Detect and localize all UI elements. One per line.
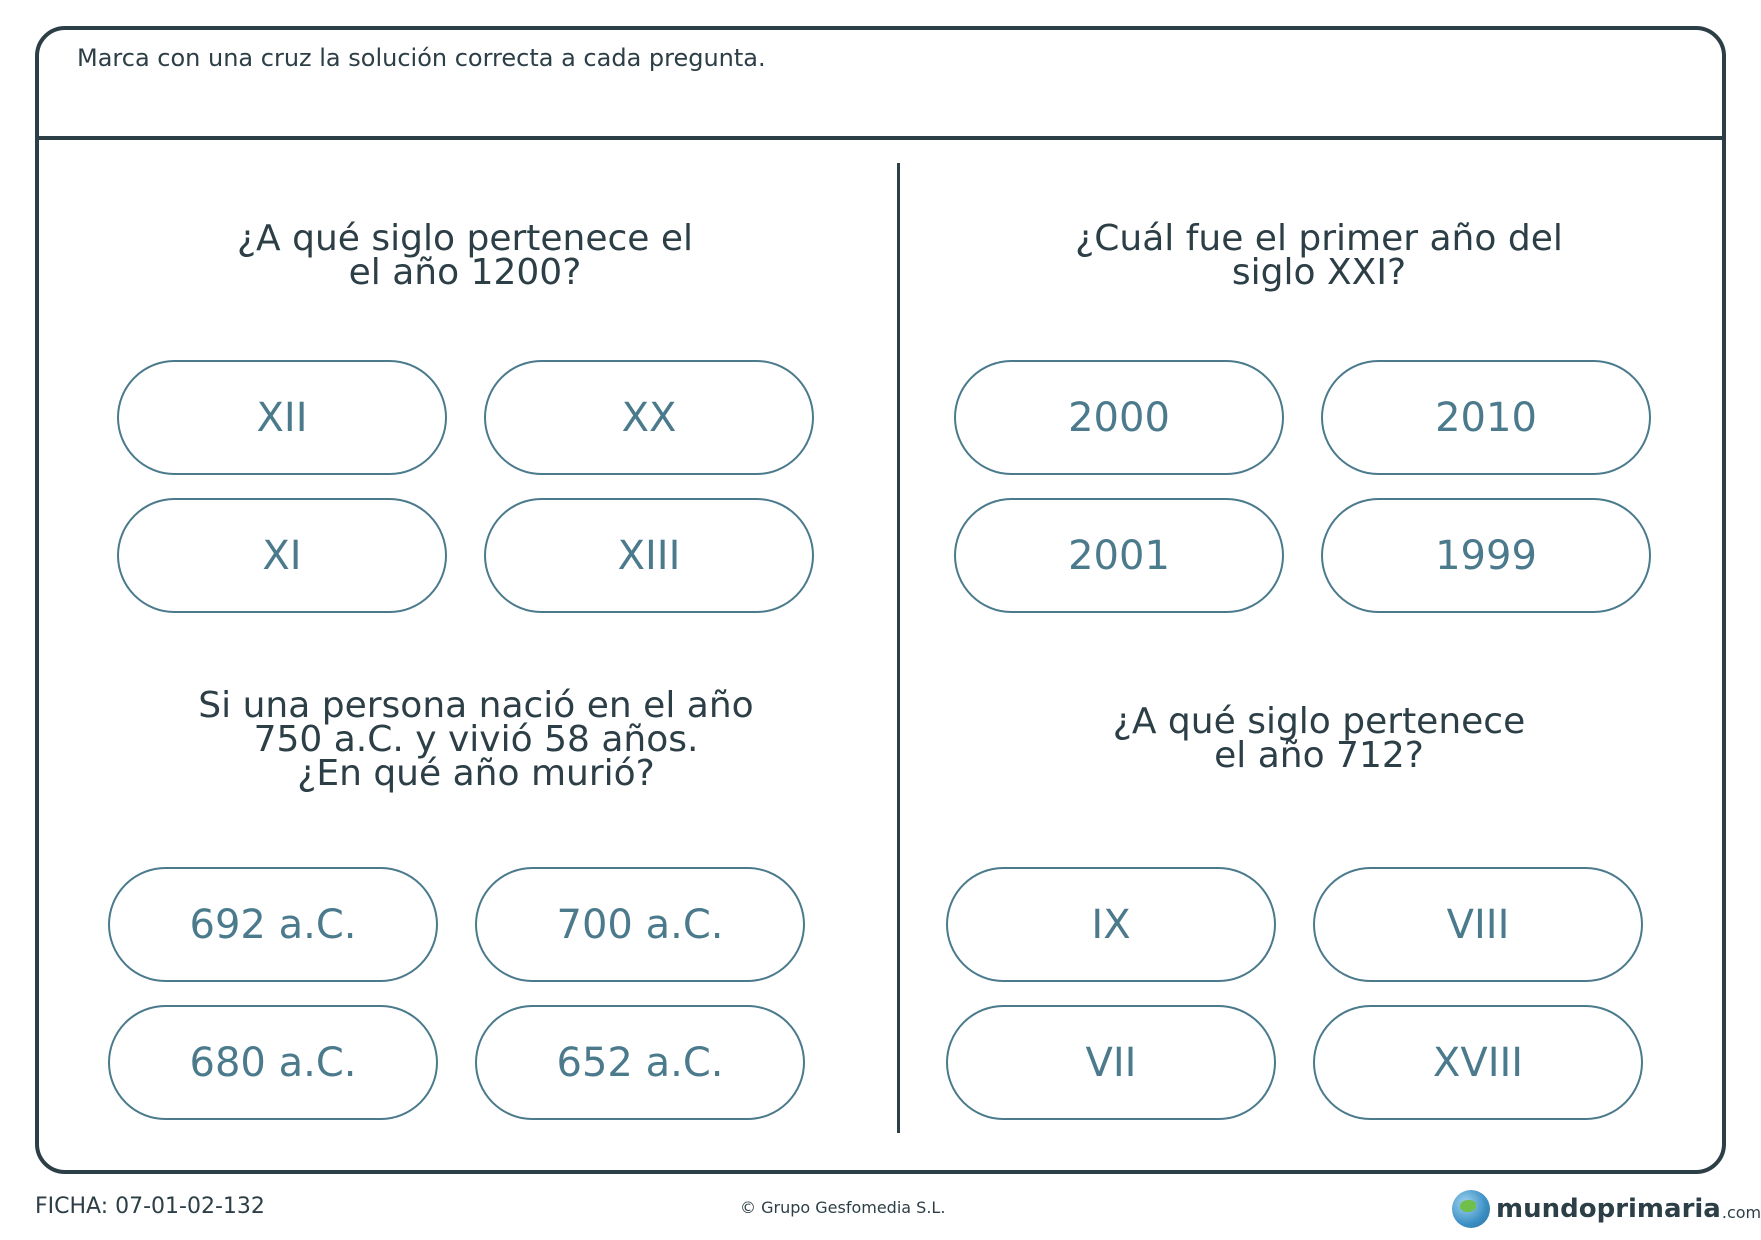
question-2-option-3[interactable]: 2001 bbox=[954, 498, 1284, 613]
question-3 bbox=[156, 685, 796, 794]
column-divider bbox=[897, 163, 900, 1133]
question-4-option-2[interactable]: VIII bbox=[1313, 867, 1643, 982]
question-1 bbox=[145, 218, 785, 293]
question-3-line-3: ¿En qué año murió? bbox=[297, 753, 655, 794]
copyright-text: © Grupo Gesfomedia S.L. bbox=[740, 1198, 946, 1217]
mundoprimaria-logo[interactable] bbox=[1452, 1190, 1761, 1228]
worksheet-code: FICHA: 07-01-02-132 bbox=[35, 1194, 265, 1219]
question-2-line-2: siglo XXI? bbox=[1231, 252, 1407, 293]
logo-name: mundoprimaria bbox=[1496, 1194, 1721, 1224]
question-4-line-1: ¿A qué siglo pertenece bbox=[1112, 701, 1526, 742]
question-4-option-4[interactable]: XVIII bbox=[1313, 1005, 1643, 1120]
question-1-option-1[interactable]: XII bbox=[117, 360, 447, 475]
question-4-option-3[interactable]: VII bbox=[946, 1005, 1276, 1120]
question-2-option-2[interactable]: 2010 bbox=[1321, 360, 1651, 475]
question-4-line-2: el año 712? bbox=[1214, 735, 1424, 776]
question-3-option-2[interactable]: 700 a.C. bbox=[475, 867, 805, 982]
logo-tld: .com bbox=[1721, 1202, 1761, 1222]
question-1-line-2: el año 1200? bbox=[348, 252, 582, 293]
question-2-line-1: ¿Cuál fue el primer año del bbox=[1075, 218, 1563, 259]
instructions-text: Marca con una cruz la solución correcta a cada pregunta. bbox=[77, 44, 766, 72]
question-3-option-4[interactable]: 652 a.C. bbox=[475, 1005, 805, 1120]
question-3-line-1: Si una persona nació en el año bbox=[198, 685, 754, 726]
question-4 bbox=[999, 701, 1639, 776]
question-3-option-1[interactable]: 692 a.C. bbox=[108, 867, 438, 982]
question-2-option-1[interactable]: 2000 bbox=[954, 360, 1284, 475]
question-1-option-3[interactable]: XI bbox=[117, 498, 447, 613]
question-3-line-2: 750 a.C. y vivió 58 años. bbox=[253, 719, 699, 760]
question-3-option-3[interactable]: 680 a.C. bbox=[108, 1005, 438, 1120]
question-1-line-1: ¿A qué siglo pertenece el bbox=[236, 218, 694, 259]
question-1-option-4[interactable]: XIII bbox=[484, 498, 814, 613]
globe-icon bbox=[1452, 1190, 1490, 1228]
question-1-option-2[interactable]: XX bbox=[484, 360, 814, 475]
question-2-option-4[interactable]: 1999 bbox=[1321, 498, 1651, 613]
question-4-option-1[interactable]: IX bbox=[946, 867, 1276, 982]
instructions-bar bbox=[39, 30, 1722, 140]
question-2 bbox=[999, 218, 1639, 293]
